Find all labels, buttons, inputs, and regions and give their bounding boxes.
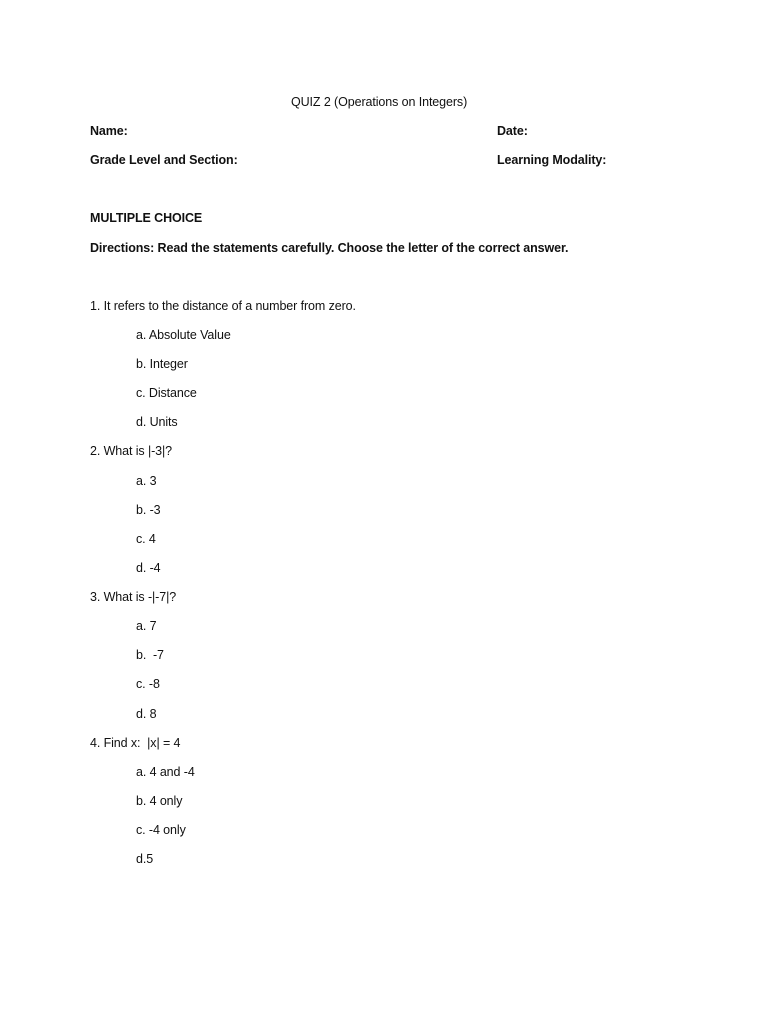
question-1: 1. It refers to the distance of a number from zero.: [90, 299, 356, 313]
question-2-option-d: d. -4: [136, 561, 161, 575]
question-1-option-b: b. Integer: [136, 357, 188, 371]
question-3-option-d: d. 8: [136, 707, 157, 721]
question-2-option-c: c. 4: [136, 532, 156, 546]
name-label: Name:: [90, 124, 128, 138]
question-1-option-a: a. Absolute Value: [136, 328, 231, 342]
question-4-option-d: d.5: [136, 852, 154, 866]
question-1-option-c: c. Distance: [136, 386, 197, 400]
date-label: Date:: [497, 124, 528, 138]
question-2-option-a: a. 3: [136, 474, 157, 488]
question-3-option-a: a. 7: [136, 619, 157, 633]
question-1-option-d: d. Units: [136, 415, 178, 429]
grade-section-label: Grade Level and Section:: [90, 153, 238, 167]
section-heading: MULTIPLE CHOICE: [90, 211, 203, 225]
question-3-option-c: c. -8: [136, 677, 160, 691]
directions-text: Directions: Read the statements carefully. Choose the letter of the correct answer.: [90, 241, 569, 255]
question-3-option-b: b. -7: [136, 648, 164, 662]
question-4-option-a: a. 4 and -4: [136, 765, 195, 779]
question-3: 3. What is -|-7|?: [90, 590, 177, 604]
question-4: 4. Find x: |x| = 4: [90, 736, 181, 750]
question-2-option-b: b. -3: [136, 503, 161, 517]
question-4-option-b: b. 4 only: [136, 794, 183, 808]
quiz-title: QUIZ 2 (Operations on Integers): [291, 95, 468, 109]
learning-modality-label: Learning Modality:: [497, 153, 607, 167]
question-4-option-c: c. -4 only: [136, 823, 186, 837]
question-2: 2. What is |-3|?: [90, 444, 173, 458]
